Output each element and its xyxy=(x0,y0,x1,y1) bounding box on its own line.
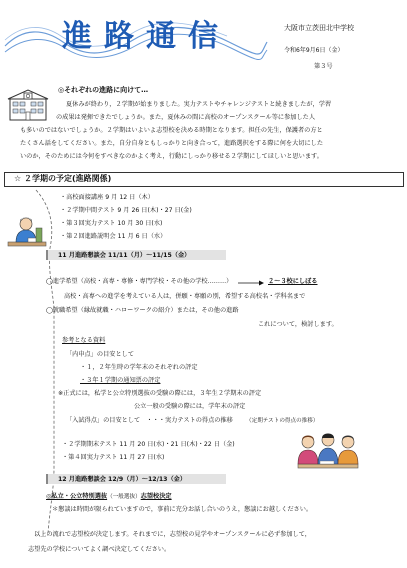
closing-line: 志望先の学校についてよく調べ決定してください。 xyxy=(28,546,171,553)
issue-number: 第３号 xyxy=(314,63,333,70)
studying-student-icon xyxy=(6,212,48,254)
narrow-choice-note: ２～３校にしぼる xyxy=(268,278,318,285)
arrow-icon xyxy=(238,280,264,286)
reference-heading: 参考となる資料 xyxy=(62,337,106,344)
school-name: 大阪市立茨田北中学校 xyxy=(284,24,354,32)
intro-heading: ◎それぞれの進路に向けて… xyxy=(58,86,149,94)
schedule-section-title: ☆ ２学期の予定(進路関係) xyxy=(14,174,112,183)
reference-grade: 「内申点」の目安として xyxy=(66,351,135,358)
reference-score: 「入試得点」の目安として ・・・実力テストの得点の推移 xyxy=(66,417,233,424)
issue-date: 令和6年9月6日（金） xyxy=(284,47,344,54)
intro-line: 夏休みが終わり，２学期が始まりました。実力テストやチャレンジテストと続きましたが，学習 xyxy=(66,101,332,108)
newsletter-title: 進路通信 xyxy=(62,19,230,54)
closing-line: 以上の流れで志望校が決定します。それまでに，志望校の見学やオープンスクールに必ず参加して， xyxy=(34,531,311,538)
test-item: ・２学期期末テスト 11 月 20 日(水)・21 日(木)・22 日（金) xyxy=(62,441,235,448)
november-meeting-label: 11 月進路懇談会 11/11（月）～11/15（金） xyxy=(58,252,191,259)
reference-item: ・３年１学期の通知票の評定 xyxy=(80,377,161,384)
event-item: ・２学期中間テスト 9 月 26 日(木)・27 日(金) xyxy=(60,207,192,214)
event-item: ・高校面接講座 9 月 12 日（木） xyxy=(60,194,154,201)
employment-item: ◯就職希望（縁故就職・ハローワークの紹介）または，その他の進路 xyxy=(46,307,239,314)
meeting-note: ＊懇談は時間が限られていますので，事前に充分お話し合いのうえ，懇談にお越しください。 xyxy=(52,506,313,513)
parent-teacher-meeting-icon xyxy=(290,428,366,484)
event-item: ・第２回進路説明会 11 月 6 日（水） xyxy=(60,233,167,240)
intro-line: も多いのではないでしょうか。２学期はいよいよ志望校を決める時期となります。担任の先生，保護者の方と xyxy=(20,127,323,134)
reference-note: 公立一般の受験の際には，学年末の評定 xyxy=(134,403,246,410)
intro-line: の成果は発揮できたでしょうか。また，夏休みの間に高校のオープンスクール等に参加した人 xyxy=(56,114,316,121)
event-item: ・第３回実力テスト 10 月 30 日(水) xyxy=(60,220,163,227)
school-building-icon xyxy=(6,88,50,122)
reference-item: ・１，２年生時の学年末のそれぞれの評定 xyxy=(80,364,198,371)
reference-note: ※正式には，私学と公立特別選抜の受験の際には，３年生２学期末の評定 xyxy=(58,390,262,397)
test-item: ・第４回実力テスト 11 月 27 日(水) xyxy=(62,454,165,461)
school-decision: ◎私立・公立特別選抜（一般選抜）志望校決定 xyxy=(46,493,172,500)
advance-detail: 高校・高専への進学を考えている人は，併願・専願の別，希望する高校名・学科名まで xyxy=(64,293,306,300)
december-meeting-label: 12 月進路懇談会 12/9（月）～12/13（金） xyxy=(58,476,187,483)
intro-line: いのか，そのためには今何をすべきなのかよく考え，行動にしっかり移せる２学期にしてほしいと思います。 xyxy=(20,153,323,160)
reference-score-note: （定期テストの得点の推移） xyxy=(246,418,319,424)
consider-note: これについて，検討します。 xyxy=(258,321,338,328)
advance-hope-item: ◯進学希望（高校・高専・専修・専門学校・その他の学校………） xyxy=(46,278,233,285)
intro-line: たくさん話をしてください。また，自分自身ともしっかりと向き合って，進路選択をする際に何を大切にした xyxy=(20,140,324,147)
